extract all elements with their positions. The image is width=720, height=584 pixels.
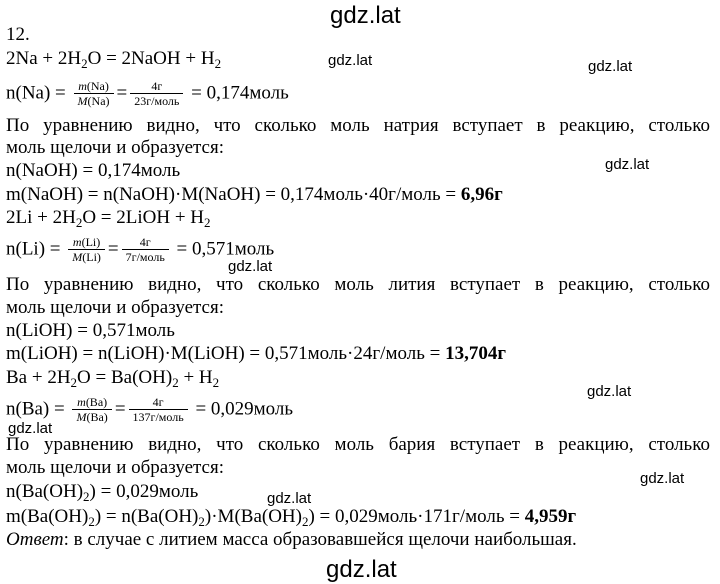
- moles-na: n(Na) = $\frac{m(Na)}{M(Na)}$ = $\frac{4г}{\text{23г/моль}}$ = 0,174моль: [6, 79, 289, 108]
- watermark: gdz.lat: [640, 470, 685, 487]
- sentence-li-line2: моль щелочи и образуется:: [6, 297, 224, 318]
- watermark-top: gdz.lat: [330, 2, 401, 29]
- sentence-ba-line2: моль щелочи и образуется:: [6, 457, 224, 478]
- mass-naoh: m(NaOH) = n(NaOH)·M(NaOH) = 0,174моль·40г/моль = 6,96г: [6, 184, 503, 205]
- moles-li: n(Li) = $\frac{m(Li)}{M(Li)}$ = $\frac{4г}{\text{7г/моль}}$ = 0,571моль: [6, 235, 275, 264]
- answer-label: Ответ: [6, 529, 64, 550]
- reaction-li: $2Li + 2H_2O$ = 2LiOH + $H_2$: [6, 207, 211, 230]
- answer: [6, 529, 577, 551]
- watermark: gdz.lat: [8, 420, 53, 437]
- fraction-values: $\frac{4г}{\text{23г/моль}}$: [130, 80, 183, 108]
- sentence-na-line1: По уравнению видно, что сколько моль натрия вступает в реакцию, столько: [6, 115, 710, 136]
- moles-baoh2: $n(Ba(OH)_2)$ = 0,029моль: [6, 481, 199, 504]
- watermark: gdz.lat: [605, 156, 650, 173]
- watermark: gdz.lat: [328, 52, 373, 69]
- reaction-na: $2Na + 2H_2O$ = 2NaOH + $H_2$: [6, 48, 222, 71]
- watermark: gdz.lat: [587, 383, 632, 400]
- sentence-li-line1: По уравнению видно, что сколько моль лития вступает в реакцию, столько: [6, 274, 710, 295]
- fraction-mass-over-molar: $\frac{m(Ba)}{M(Ba)}$: [72, 396, 111, 424]
- fraction-mass-over-molar: $\frac{m(Li)}{M(Li)}$: [68, 236, 105, 264]
- moles-ba: n(Ba) = $\frac{m(Ba)}{M(Ba)}$ = $\frac{4г}{\text{137г/моль}}$ = 0,029моль: [6, 395, 294, 424]
- mass-lioh: m(LiOH) = n(LiOH)·M(LiOH) = 0,571моль·24г/моль = 13,704г: [6, 343, 506, 364]
- watermark: gdz.lat: [228, 258, 273, 275]
- fraction-values: $\frac{4г}{\text{137г/моль}}$: [129, 396, 188, 424]
- fraction-mass-over-molar: $\frac{m(Na)}{M(Na)}$: [74, 80, 114, 108]
- mass-naoh-result: 6,96г: [460, 184, 503, 205]
- mass-baoh2: $m(Ba(OH)_2) = n(Ba(OH)_2)\cdot M(Ba(OH)_2)$ = 0,029моль·171г/моль = 4,959г: [6, 506, 577, 529]
- watermark: gdz.lat: [588, 58, 633, 75]
- mass-lioh-result: 13,704г: [445, 343, 506, 364]
- moles-naoh: n(NaOH) = 0,174моль: [6, 160, 181, 181]
- mass-baoh2-result: 4,959г: [524, 506, 577, 527]
- reaction-ba: $Ba + 2H_2O = Ba(OH)_2 + H_2$: [6, 367, 220, 390]
- watermark-bottom: gdz.lat: [326, 556, 397, 583]
- sentence-ba-line1: По уравнению видно, что сколько моль бария вступает в реакцию, столько: [6, 434, 710, 455]
- sentence-na-line2: моль щелочи и образуется:: [6, 137, 224, 158]
- moles-lioh: n(LiOH) = 0,571моль: [6, 320, 175, 341]
- answer-text: : в случае с литием масса образовавшейся щелочи наибольшая.: [63, 529, 577, 550]
- problem-number: 12.: [6, 24, 30, 45]
- watermark: gdz.lat: [267, 490, 312, 507]
- fraction-values: $\frac{4г}{\text{7г/моль}}$: [122, 236, 169, 264]
